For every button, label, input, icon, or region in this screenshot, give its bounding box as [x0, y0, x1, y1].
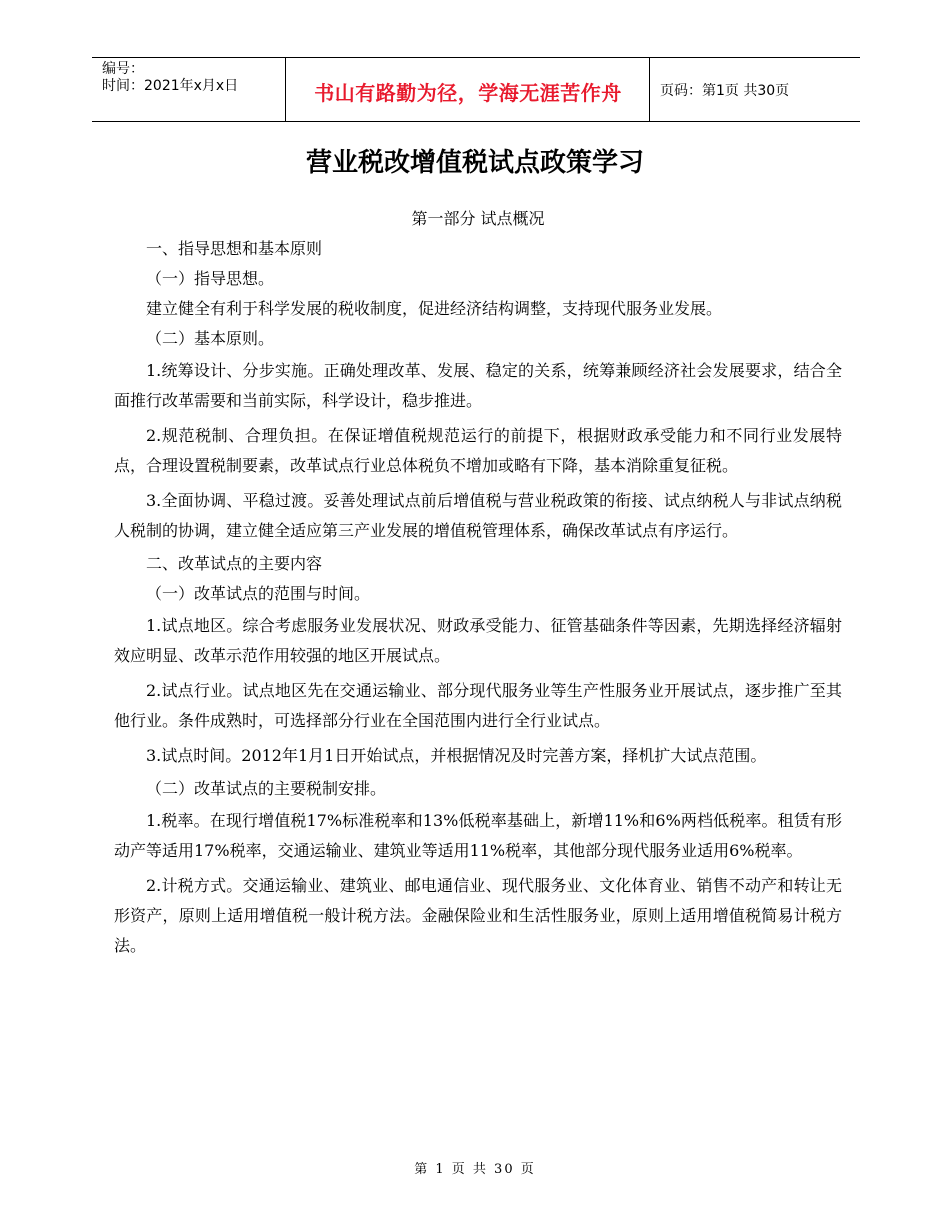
page-footer: 第 1 页 共 30 页 [414, 1162, 536, 1177]
header-divider-right [649, 57, 650, 122]
section-2-sub1-heading: （一）改革试点的范围与时间。 [146, 584, 371, 603]
principle-item-2: 2.规范税制、合理负担。在保证增值税规范运行的前提下，根据财政承受能力和不同行业发展特点，合理设置税制要素，改革试点行业总体税负不增加或略有下降，基本消除重复征税。 [114, 426, 842, 475]
header-page-info: 页码：第1页 共30页 [660, 83, 790, 99]
tax-item-1: 1.税率。在现行增值税17%标准税率和13%低税率基础上，新增11%和6%两档低税率。租赁有形动产等适用17%税率，交通运输业、建筑业等适用11%税率，其他部分现代服务业适用6%税率。 [114, 811, 842, 860]
document-body [114, 204, 842, 964]
scope-item-3: 3.试点时间。2012年1月1日开始试点，并根据情况及时完善方案，择机扩大试点范围。 [146, 746, 767, 765]
part-title: 第一部分 试点概况 [411, 209, 545, 228]
document-title: 营业税改增值税试点政策学习 [305, 148, 644, 178]
header-table [92, 57, 860, 121]
header-motto: 书山有路勤为径，学海无涯苦作舟 [314, 81, 622, 105]
scope-item-2: 2.试点行业。试点地区先在交通运输业、部分现代服务业等生产性服务业开展试点，逐步推广至其他行业。条件成熟时，可选择部分行业在全国范围内进行全行业试点。 [114, 681, 842, 730]
section-2-heading: 二、改革试点的主要内容 [146, 554, 323, 573]
section-1-sub2-heading: （二）基本原则。 [146, 329, 275, 348]
header-divider-left [285, 57, 286, 122]
header-top-rule [92, 57, 860, 58]
section-1-sub1-text: 建立健全有利于科学发展的税收制度，促进经济结构调整，支持现代服务业发展。 [146, 299, 723, 318]
section-1-heading: 一、指导思想和基本原则 [146, 239, 323, 258]
principle-item-3: 3.全面协调、平稳过渡。妥善处理试点前后增值税与营业税政策的衔接、试点纳税人与非试点纳税人税制的协调，建立健全适应第三产业发展的增值税管理体系，确保改革试点有序运行。 [114, 491, 842, 540]
scope-item-1: 1.试点地区。综合考虑服务业发展状况、财政承受能力、征管基础条件等因素，先期选择经济辐射效应明显、改革示范作用较强的地区开展试点。 [114, 616, 842, 665]
header-time-label: 时间：2021年x月x日 [102, 78, 239, 94]
principle-item-1: 1.统筹设计、分步实施。正确处理改革、发展、稳定的关系，统筹兼顾经济社会发展要求，结合全面推行改革需要和当前实际，科学设计，稳步推进。 [114, 361, 842, 410]
section-2-sub2-heading: （二）改革试点的主要税制安排。 [146, 779, 387, 798]
tax-item-2: 2.计税方式。交通运输业、建筑业、邮电通信业、现代服务业、文化体育业、销售不动产和转让无形资产，原则上适用增值税一般计税方法。金融保险业和生活性服务业，原则上适用增值税简易计税方法。 [114, 876, 842, 955]
header-bottom-rule [92, 121, 860, 122]
header-left-cell [102, 61, 238, 95]
header-number-label: 编号： [102, 61, 144, 77]
section-1-sub1-heading: （一）指导思想。 [146, 269, 275, 288]
